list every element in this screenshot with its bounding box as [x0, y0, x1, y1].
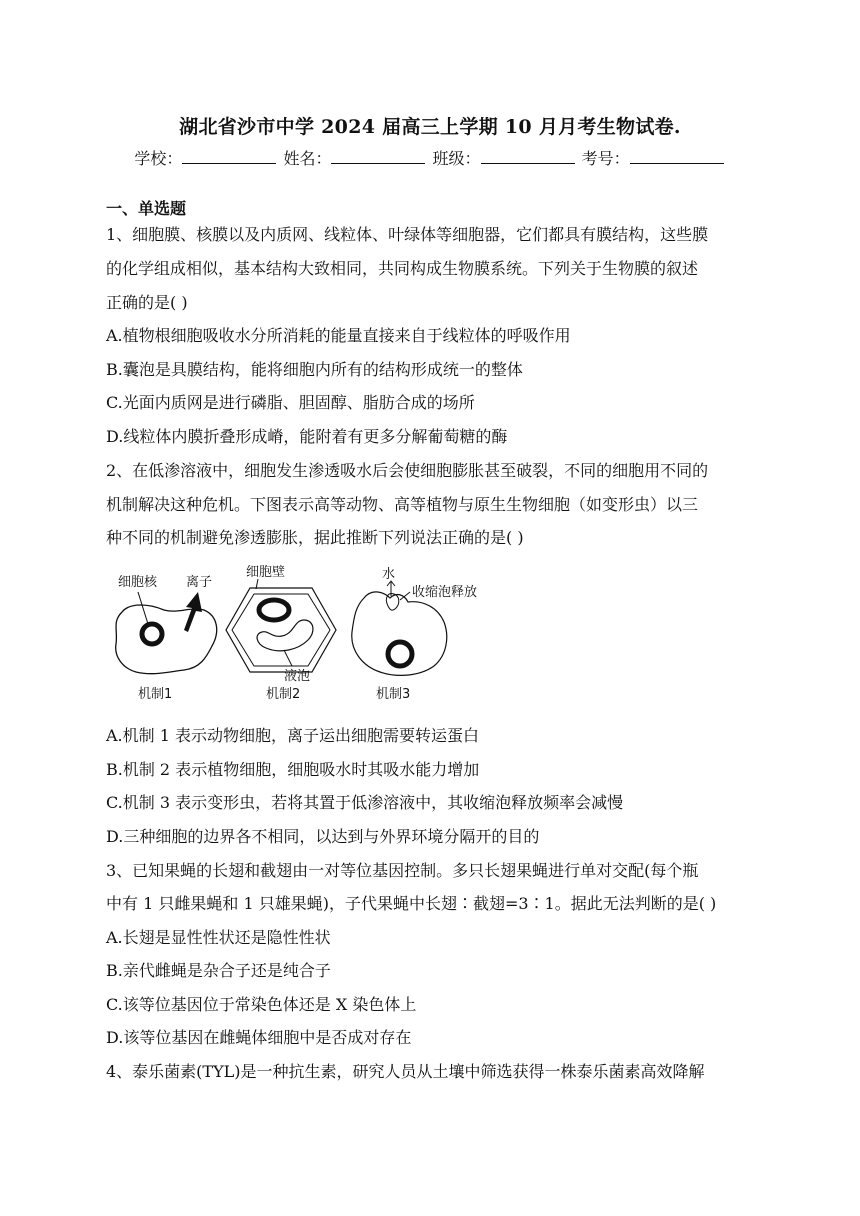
exam-number-label: 考号： [581, 149, 630, 168]
amoeba-outline [352, 592, 447, 675]
plant-vacuole [257, 620, 313, 651]
nucleus-pointer [138, 592, 148, 624]
plant-nucleus [259, 600, 289, 620]
cell-wall-label: 细胞壁 [246, 565, 286, 580]
q3-stem-line: 3、已知果蝇的长翅和截翅由一对等位基因控制。多只长翅果蝇进行单对交配(每个瓶 [106, 861, 699, 880]
nucleus-label: 细胞核 [118, 575, 158, 590]
vacuole-label: 液泡 [284, 669, 311, 684]
q4-stem-line: 4、泰乐菌素(TYL)是一种抗生素，研究人员从土壤中筛选获得一株泰乐菌素高效降解 [106, 1062, 705, 1081]
q1-option-b: B.囊泡是具膜结构，能将细胞内所有的结构形成统一的整体 [106, 360, 523, 379]
q2-option-b: B.机制 2 表示植物细胞，细胞吸水时其吸水能力增加 [106, 760, 480, 779]
vacuole-pointer [284, 650, 292, 666]
mechanism2-label: 机制2 [266, 687, 301, 702]
q2-stem-line: 2、在低渗溶液中，细胞发生渗透吸水后会使细胞膨胀甚至破裂，不同的细胞用不同的 [106, 461, 709, 480]
school-blank[interactable] [182, 149, 276, 164]
q2-stem-line: 种不同的机制避免渗透膨胀，据此推断下列说法正确的是( ) [106, 528, 524, 547]
q1-option-a: A.植物根细胞吸收水分所消耗的能量直接来自于线粒体的呼吸作用 [106, 326, 571, 345]
plant-cell-membrane [232, 594, 330, 666]
q3-option-c: C.该等位基因位于常染色体还是 X 染色体上 [106, 995, 417, 1014]
q2-stem-line: 机制解决这种危机。下图表示高等动物、高等植物与原生生物细胞（如变形虫）以三 [106, 495, 699, 514]
animal-cell-outline [116, 605, 217, 674]
ion-label: 离子 [186, 575, 213, 590]
figure-svg [108, 558, 498, 708]
section-heading: 一、单选题 [106, 199, 187, 218]
q3-option-b: B.亲代雌蝇是杂合子还是纯合子 [106, 961, 331, 980]
contractile-pointer [400, 592, 410, 600]
q1-stem-line: 1、细胞膜、核膜以及内质网、线粒体、叶绿体等细胞器，它们都具有膜结构，这些膜 [106, 225, 709, 244]
water-label: 水 [382, 567, 396, 582]
q3-option-d: D.该等位基因在雌蝇体细胞中是否成对存在 [106, 1028, 412, 1047]
student-info-line [0, 146, 860, 169]
q1-stem-line: 的化学组成相似，基本结构大致相同，共同构成生物膜系统。下列关于生物膜的叙述 [106, 259, 699, 278]
exam-number-blank[interactable] [630, 149, 724, 164]
q1-stem-line: 正确的是( ) [106, 293, 188, 312]
school-label: 学校： [134, 149, 183, 168]
contractile-label: 收缩泡释放 [412, 585, 478, 600]
animal-nucleus [142, 624, 162, 644]
q1-option-d: D.线粒体内膜折叠形成嵴，能附着有更多分解葡萄糖的酶 [106, 427, 508, 446]
name-blank[interactable] [331, 149, 425, 164]
class-blank[interactable] [481, 149, 575, 164]
q1-option-c: C.光面内质网是进行磷脂、胆固醇、脂肪合成的场所 [106, 393, 475, 412]
q2-option-c: C.机制 3 表示变形虫，若将其置于低渗溶液中，其收缩泡释放频率会减慢 [106, 793, 624, 812]
q2-option-d: D.三种细胞的边界各不相同，以达到与外界环境分隔开的目的 [106, 827, 540, 846]
ion-arrow-icon [184, 592, 202, 632]
q3-option-a: A.长翅是显性性状还是隐性性状 [106, 928, 331, 947]
name-label: 姓名： [283, 149, 332, 168]
osmosis-mechanisms-figure [108, 558, 498, 708]
mechanism3-label: 机制3 [376, 687, 411, 702]
class-label: 班级： [432, 149, 481, 168]
page-title: 湖北省沙市中学 2024 届高三上学期 10 月月考生物试卷. [179, 116, 681, 138]
mechanism1-label: 机制1 [138, 687, 173, 702]
q2-option-a: A.机制 1 表示动物细胞，离子运出细胞需要转运蛋白 [106, 726, 479, 745]
amoeba-nucleus [388, 642, 412, 666]
q3-stem-line: 中有 1 只雌果蝇和 1 只雄果蝇)，子代果蝇中长翅∶截翅=3∶1。据此无法判断的是( ) [106, 894, 717, 913]
